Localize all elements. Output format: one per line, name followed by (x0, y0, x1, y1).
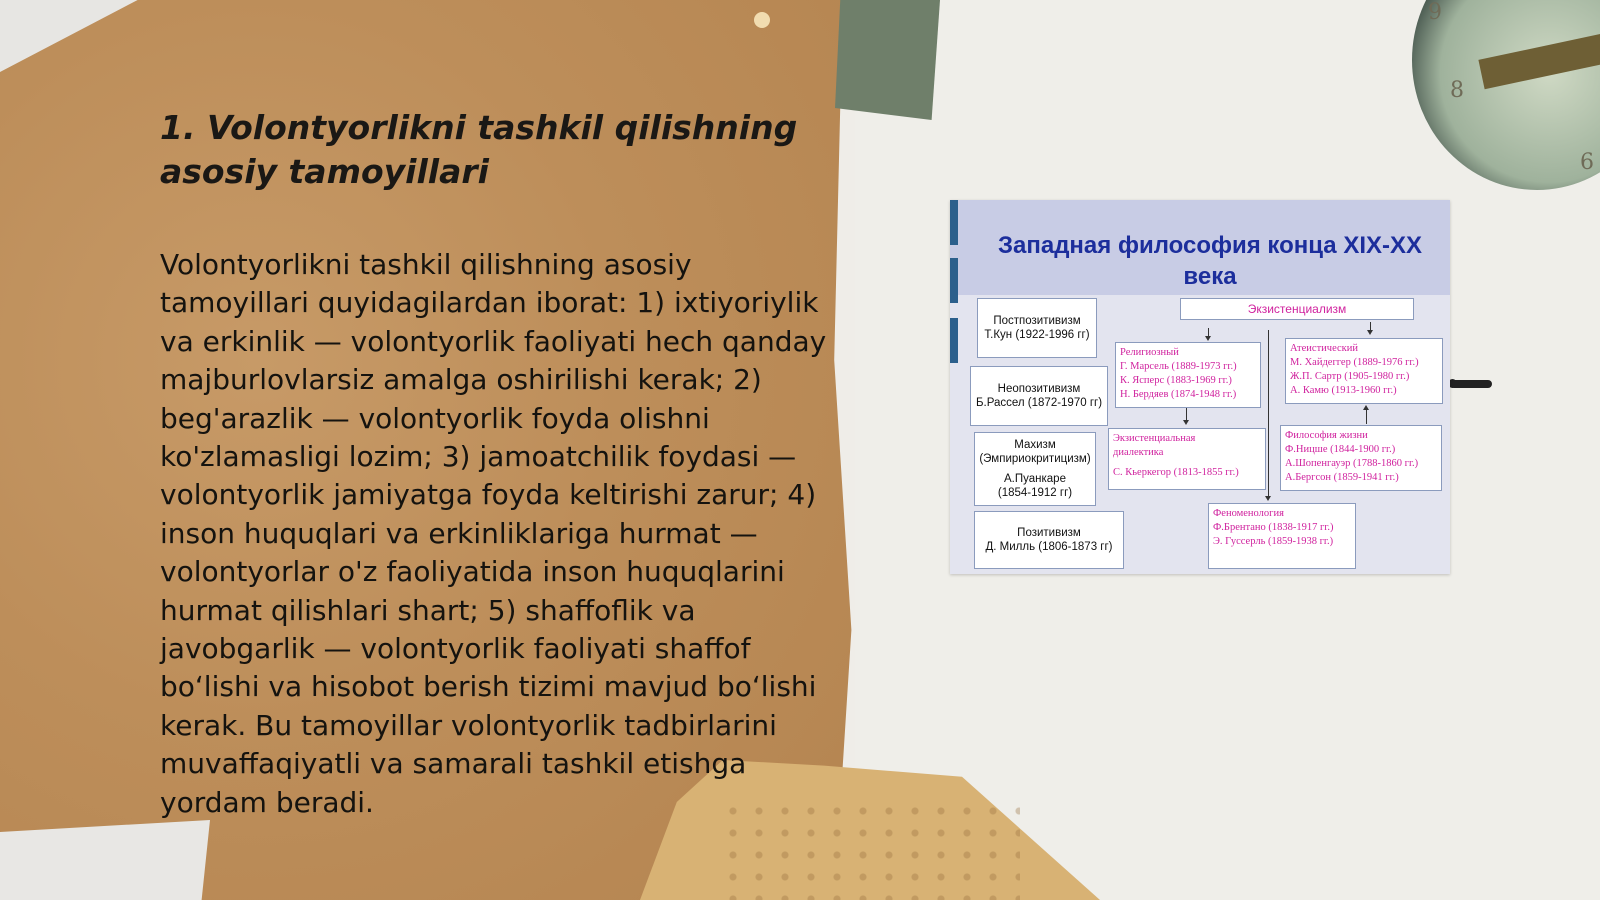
diagram-arrow-icon (1183, 420, 1189, 425)
diagram-arrow-icon (1265, 496, 1271, 501)
diagram-box-religious: Религиозный Г. Марсель (1889-1973 гг.) К. Ясперс (1883-1969 гг.) Н. Бердяев (1874-1948 гг.) (1115, 342, 1261, 408)
diagram-box-existential-dialectics: Экзистенциальная диалектика С. Кьеркегор (1813-1855 гг.) (1108, 428, 1266, 490)
clock-numeral: 8 (1450, 78, 1464, 103)
diagram-box-machism: Махизм (Эмпириокритицизм) А.Пуанкаре (1854-1912 гг) (974, 432, 1096, 506)
diagram-box-neopositivism: Неопозитивизм Б.Рассел (1872-1970 гг) (970, 366, 1108, 426)
green-tape-strip (835, 0, 940, 120)
diagram-connector-line (1268, 330, 1269, 498)
diagram-box-phenomenology: Феноменология Ф.Брентано (1838-1917 гг.) Э. Гуссерль (1859-1938 гг.) (1208, 503, 1356, 569)
diagram-box-atheistic: Атеистический М. Хайдеггер (1889-1976 гг.) Ж.П. Сартр (1905-1980 гг.) А. Камю (1913-1960 гг.) (1285, 338, 1443, 404)
diagram-arrow-icon (1367, 330, 1373, 335)
diagram-accent-bar (950, 318, 958, 363)
clock-numeral: 6 (1580, 150, 1594, 175)
diagram-connector-line (1366, 410, 1367, 424)
diagram-title: Западная философия конца XIX-XX века (997, 232, 1423, 290)
diagram-box-existentialism: Экзистенциализм (1180, 298, 1414, 320)
diagram-accent-bar (950, 258, 958, 303)
paper-scrap-bottom (0, 820, 210, 900)
diagram-box-positivism: Позитивизм Д. Милль (1806-1873 гг) (974, 511, 1124, 569)
slide-body-text: Volontyorlikni tashkil qilishning asosiy tamoyillari quyidagilardan iborat: 1) ixtiyoriylik va erkinlik — volontyorlik faoliyati hech qanday majburlovlarsiz amalga oshirilishi kerak; 2) beg'arazlik — volontyorlik foyda olishni ko'zlamasligi lozim; 3) jamoatchilik foydasi — volontyorlik jamiyatga foyda keltirishi zarur; 4) inson huquqlari va erkinliklariga hurmat — volontyorlar o'z faoliyatida inson huquqlarini hurmat qilishlari shart; 5) shaffoflik va javobgarlik — volontyorlik faoliyati shaffof boʻlishi va hisobot berish tizimi mavjud boʻlishi kerak. Bu tamoyillar volontyorlik tadbirlarini muvaffaqiyatli va samarali tashkil etishga yordam beradi. (160, 248, 827, 819)
diagram-accent-bar (950, 200, 958, 245)
diagram-arrow-icon (1205, 336, 1211, 341)
dash-mark-icon (1450, 380, 1492, 388)
pin-icon (754, 12, 770, 28)
diagram-box-postpositivism: Постпозитивизм Т.Кун (1922-1996 гг) (977, 298, 1097, 358)
philosophy-diagram-image (950, 200, 1450, 574)
diagram-box-life-philosophy: Философия жизни Ф.Ницше (1844-1900 гг.) А.Шопенгауэр (1788-1860 гг.) А.Бергсон (1859-1941 гг.) (1280, 425, 1442, 491)
slide-title: 1. Volontyorlikni tashkil qilishning asosiy tamoyillari (160, 108, 798, 191)
clock-numeral: 9 (1428, 0, 1442, 25)
